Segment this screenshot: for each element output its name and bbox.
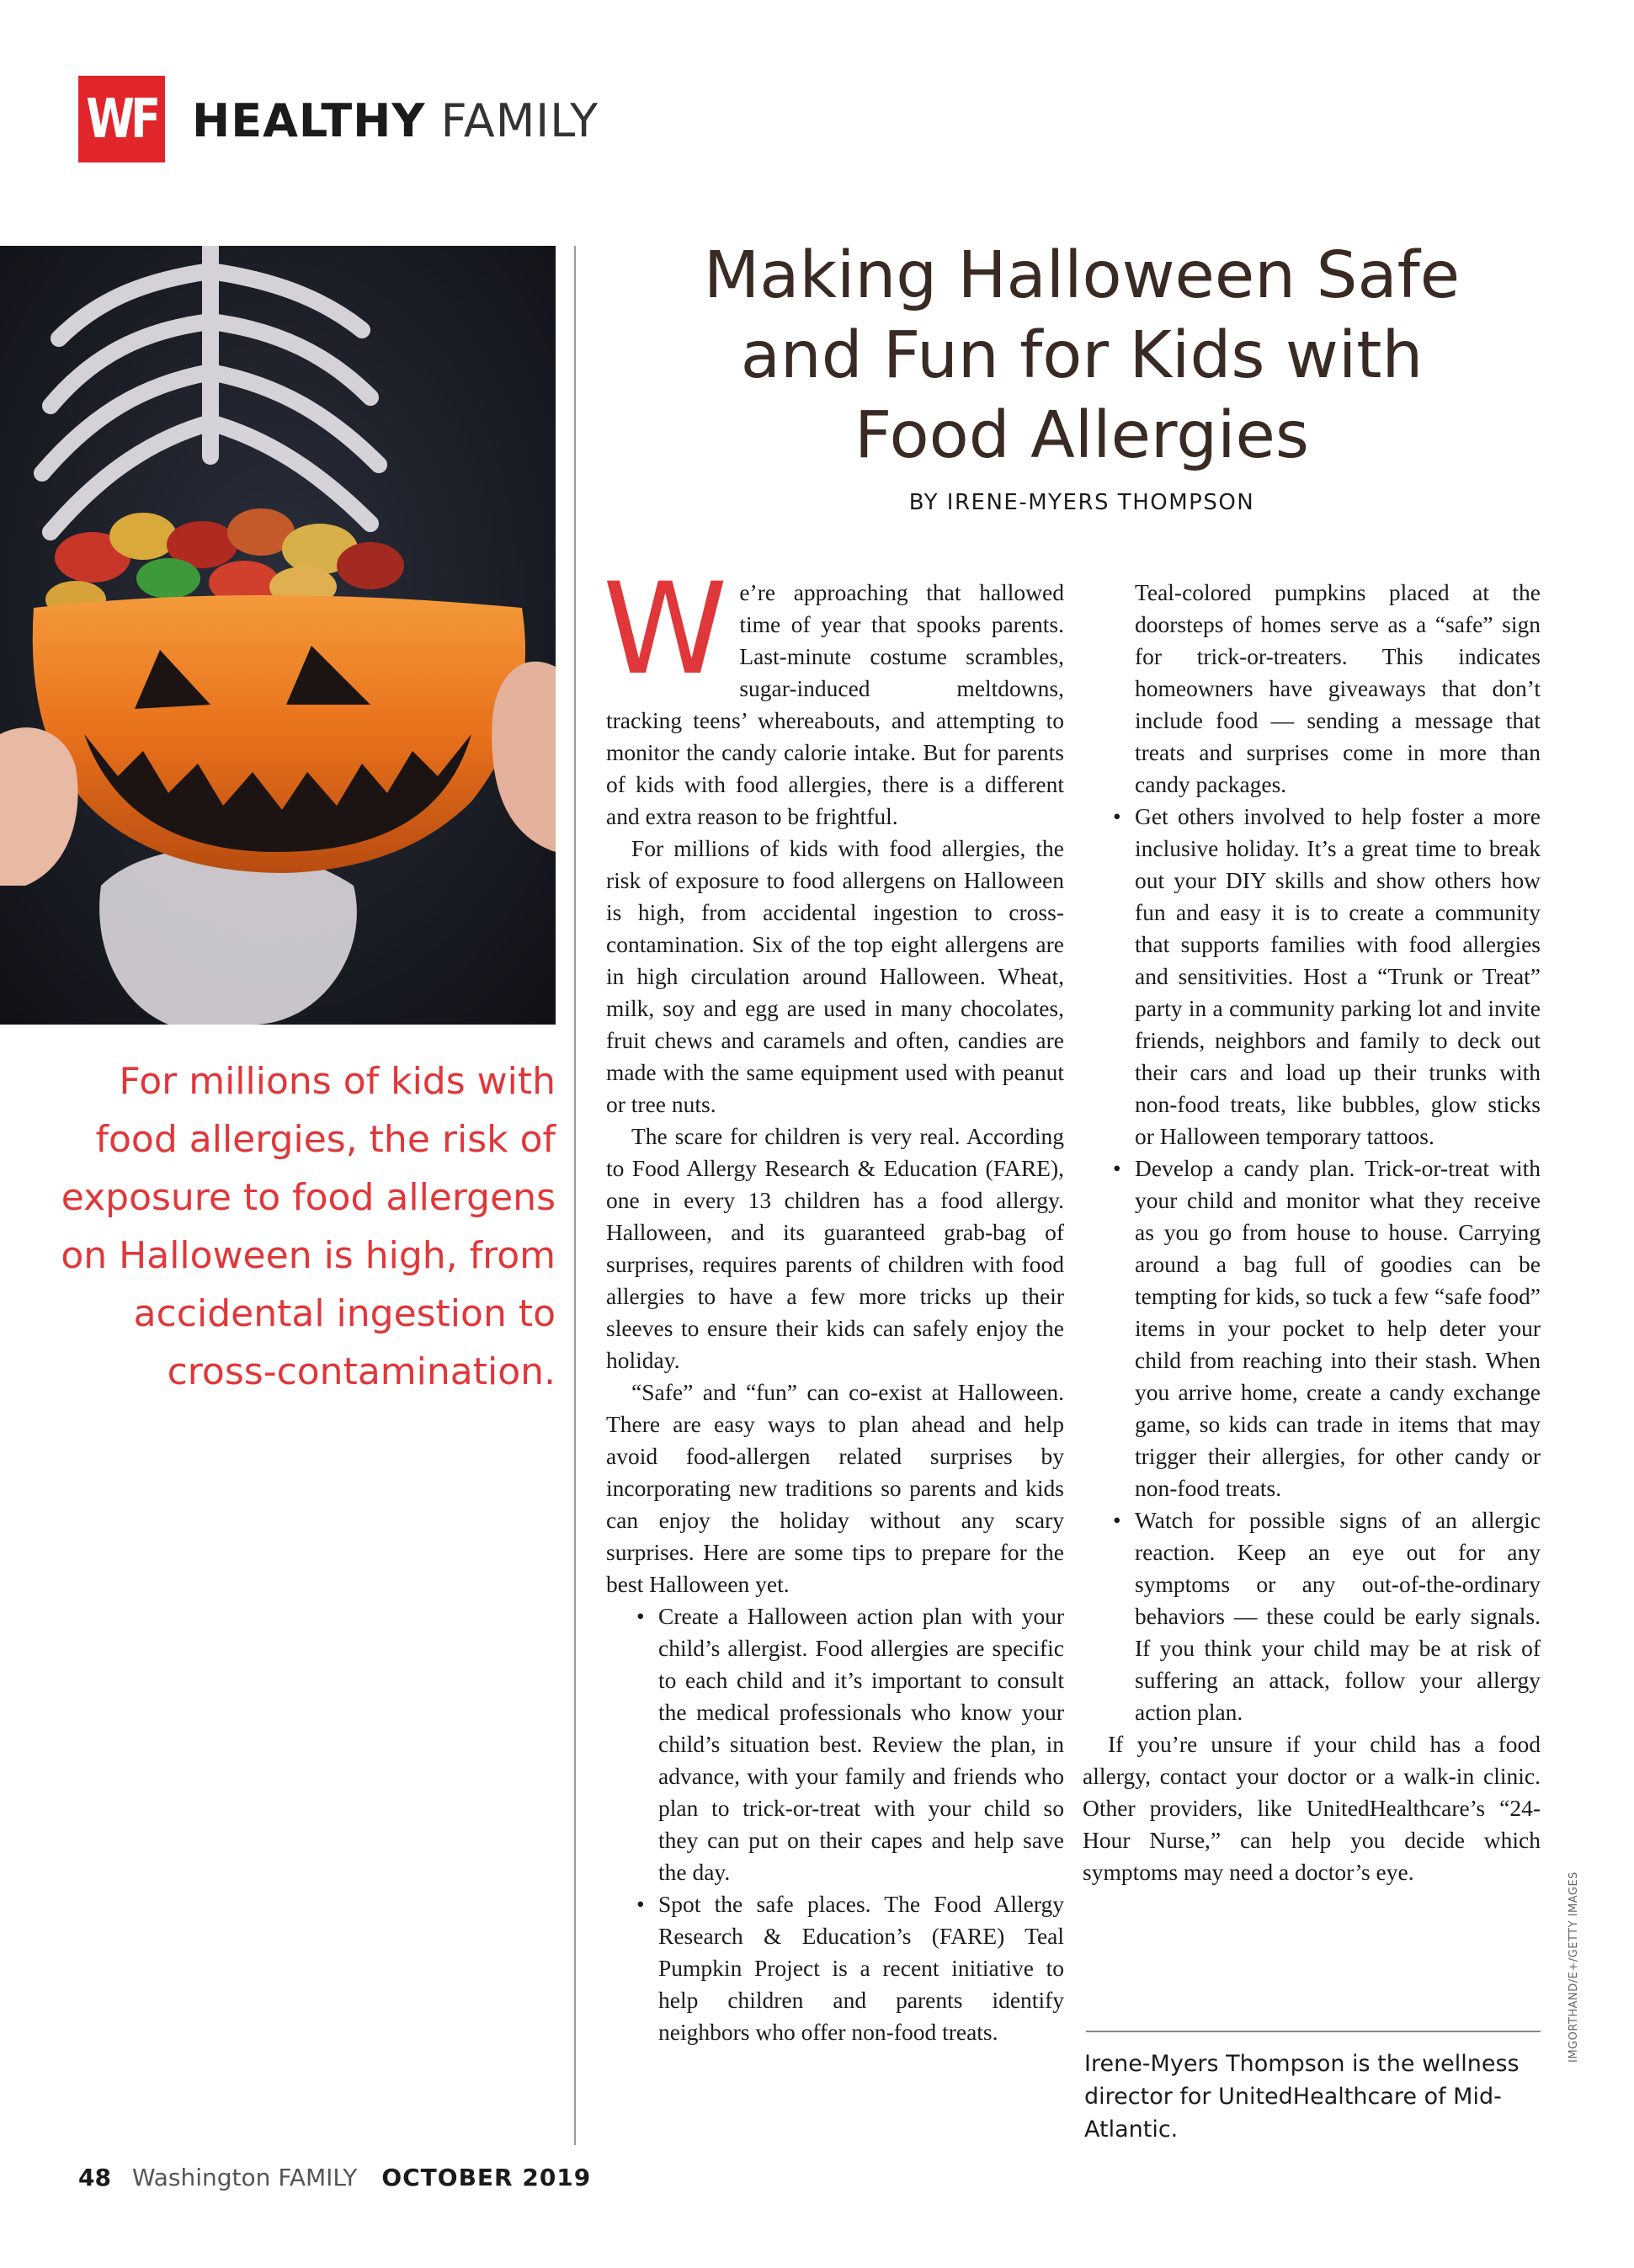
body-column-1 <box>603 556 1064 2048</box>
halloween-pumpkin-candy-photo-icon <box>0 246 556 1025</box>
title-line-2: and Fun for Kids with <box>740 318 1424 393</box>
photo-credit: IMGORTHAND/E+/GETTY IMAGES <box>1567 1871 1580 2063</box>
tips-list <box>606 1600 1064 2048</box>
list-item-continued: Teal-colored pumpkins placed at the doorsteps of homes serve as a “safe” sign for trick-or-treaters. This indicates homeowners have giveaways that don’t include food — sending a message that treats and surprises come in more than candy packages. <box>1135 579 1541 797</box>
logo-text: WF <box>86 88 157 151</box>
body-column-2 <box>1083 577 1541 1888</box>
page-number: 48 <box>78 2164 111 2191</box>
article-title <box>606 236 1557 476</box>
list-item: • Watch for possible signs of an allergic reaction. Keep an eye out for any symptoms or any out-of-the-ordinary behaviors — these could be early signals. If you think your child may be at risk of suffering an attack, follow your allergy action plan. <box>1083 1504 1541 1728</box>
column-divider <box>574 246 576 2145</box>
drop-cap: W <box>603 556 728 703</box>
list-item: • Create a Halloween action plan with your child’s allergist. Food allergies are specific to each child and it’s important to consult the medical professionals who know your child’s situation best. Review the plan, in advance, with your family and friends who plan to trick-or-treat with your child so they can put on their capes and help save the day. <box>606 1600 1064 1888</box>
section-title-light: FAMILY <box>440 94 599 147</box>
paragraph-4: “Safe” and “fun” can co-exist at Halloween. There are easy ways to plan ahead and help avoid food-allergen related surprises by incorporating new traditions so parents and kids can enjoy the holiday without any scary surprises. Here are some tips to prepare for the best Halloween yet. <box>606 1379 1064 1597</box>
bio-divider <box>1086 2031 1541 2032</box>
magazine-name: Washington FAMILY <box>131 2164 358 2191</box>
section-title <box>192 94 599 147</box>
title-line-1: Making Halloween Safe <box>703 238 1461 313</box>
closing-paragraph: If you’re unsure if your child has a food allergy, contact your doctor or a walk-in clinic. Other providers, like UnitedHealthcare’s “24-Hour Nurse,” can help you decide which symptoms may need a doctor’s eye. <box>1083 1731 1541 1885</box>
list-item: • Spot the safe places. The Food Allergy Research & Education’s (FARE) Teal Pumpkin Project is a recent initiative to help children and parents identify neighbors who offer non-food treats. <box>606 1888 1064 2048</box>
tips-list-continued <box>1083 801 1541 1728</box>
author-bio: Irene-Myers Thompson is the wellness director for UnitedHealthcare of Mid-Atlantic. <box>1084 2051 1520 2143</box>
paragraph-intro-text: e’re approaching that hallowed time of year that spooks parents. Last-minute costume scrambles, sugar-induced meltdowns, tracking teens’ whereabouts, and attempting to monitor the candy calorie intake. But for parents of kids with food allergies, there is a different and extra reason to be frightful. <box>606 579 1064 829</box>
list-item: • Develop a candy plan. Trick-or-treat with your child and monitor what they receive as you go from house to house. Carrying around a bag full of goodies can be tempting for kids, so tuck a few “safe food” items in your pocket to help deter your child from reaching into their stash. When you arrive home, create a candy exchange game, so kids can trade in items that may trigger their allergies, for other candy or non-food treats. <box>1083 1153 1541 1504</box>
wf-logo <box>78 76 165 162</box>
page-footer <box>78 2164 591 2191</box>
list-item: • Get others involved to help foster a more inclusive holiday. It’s a great time to break out your DIY skills and show others how fun and easy it is to create a community that supports families with food allergies and sensitivities. Host a “Trunk or Treat” party in a community parking lot and invite friends, neighbors and family to deck out their cars and load up their trunks with non-food treats, like bubbles, glow sticks or Halloween temporary tattoos. <box>1083 801 1541 1153</box>
paragraph-3: The scare for children is very real. According to Food Allergy Research & Education (FARE), one in every 13 children has a food allergy. Halloween, and its guaranteed grab-bag of surprises, requires parents of children with food allergies to have a few more tricks up their sleeves to ensure their kids can safely enjoy the holiday. <box>606 1123 1064 1373</box>
pull-quote: For millions of kids with food allergies, the risk of exposure to food allergens on Halloween is high, from accidental ingestion to cross-contamination. <box>61 1060 556 1393</box>
paragraph-2: For millions of kids with food allergies, the risk of exposure to food allergens on Halloween is high, from accidental ingestion to cross-contamination. Six of the top eight allergens are in high circulation around Halloween. Wheat, milk, soy and egg are used in many chocolates, fruit chews and caramels and often, candies are made with the same equipment used with peanut or tree nuts. <box>606 835 1064 1117</box>
section-title-bold: HEALTHY <box>192 94 426 147</box>
paragraph-intro <box>603 556 1064 833</box>
issue-date: OCTOBER 2019 <box>381 2164 592 2191</box>
byline: BY IRENE-MYERS THOMPSON <box>908 490 1255 515</box>
title-line-3: Food Allergies <box>854 398 1309 473</box>
